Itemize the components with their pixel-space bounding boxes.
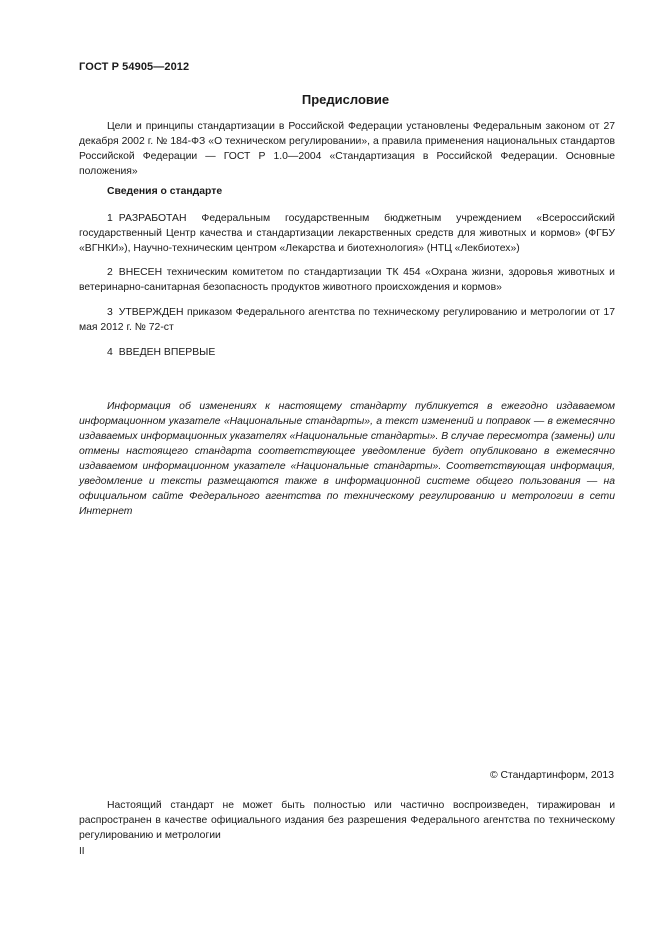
page-number: II — [79, 846, 85, 857]
item-text: УТВЕРЖДЕН приказом Федерального агентства по техническому регулированию и метрологии от 17 мая 2012 г. № 72-ст — [79, 307, 615, 333]
list-item — [79, 305, 615, 335]
intro-paragraph: Цели и принципы стандартизации в Российской Федерации установлены Федеральным законом от 27 декабря 2002 г. № 184-ФЗ «О техническом регулировании», а правила применения национальных стандартов Российской Федерации — ГОСТ Р 1.0—2004 «Стандартизация в Российской Федерации. Основные положения» — [79, 121, 615, 177]
item-text: ВВЕДЕН ВПЕРВЫЕ — [118, 347, 216, 358]
item-text: ВНЕСЕН техническим комитетом по стандартизации ТК 454 «Охрана жизни, здоровья животных и ветеринарно-санитарная безопасность продуктов животного происхождения и кормов» — [79, 267, 615, 293]
page-title: Предисловие — [301, 92, 390, 107]
item-number: 3 — [107, 307, 113, 318]
document-code: ГОСТ Р 54905—2012 — [79, 61, 190, 73]
list-item — [79, 265, 615, 295]
item-number: 4 — [107, 347, 113, 358]
list-item — [79, 345, 615, 360]
reproduction-notice: Настоящий стандарт не может быть полностью или частично воспроизведен, тиражирован и распространен в качестве официального издания без разрешения Федерального агентства по техническому регулированию и метрологии — [79, 800, 615, 841]
item-text: РАЗРАБОТАН Федеральным государственным бюджетным учреждением «Всероссийский государственный Центр качества и стандартизации лекарственных средств для животных и кормов» (ФГБУ «ВГНКИ»), Научно-техническим центром «Лекарства и биотехнология» (НТЦ «Лекбиотех») — [79, 213, 615, 254]
list-item — [79, 211, 615, 256]
changes-info-paragraph: Информация об изменениях к настоящему стандарту публикуется в ежегодно издаваемом информационном указателе «Национальные стандарты», а текст изменений и поправок — в ежемесячно издаваемых информационных указателях «Национальные стандарты». В случае пересмотра (замены) или отмены настоящего стандарта соответствующее уведомление будет опубликовано в ежемесячно издаваемом информационном указателе «Национальные стандарты». Соответствующая информация, уведомление и тексты размещаются также в информационной системе общего пользования — на официальном сайте Федерального агентства по техническому регулированию и метрологии в сети Интернет — [79, 401, 615, 517]
item-number: 1 — [107, 213, 113, 224]
info-heading: Сведения о стандарте — [107, 186, 223, 197]
item-number: 2 — [107, 267, 113, 278]
copyright-notice: © Стандартинформ, 2013 — [489, 770, 614, 781]
